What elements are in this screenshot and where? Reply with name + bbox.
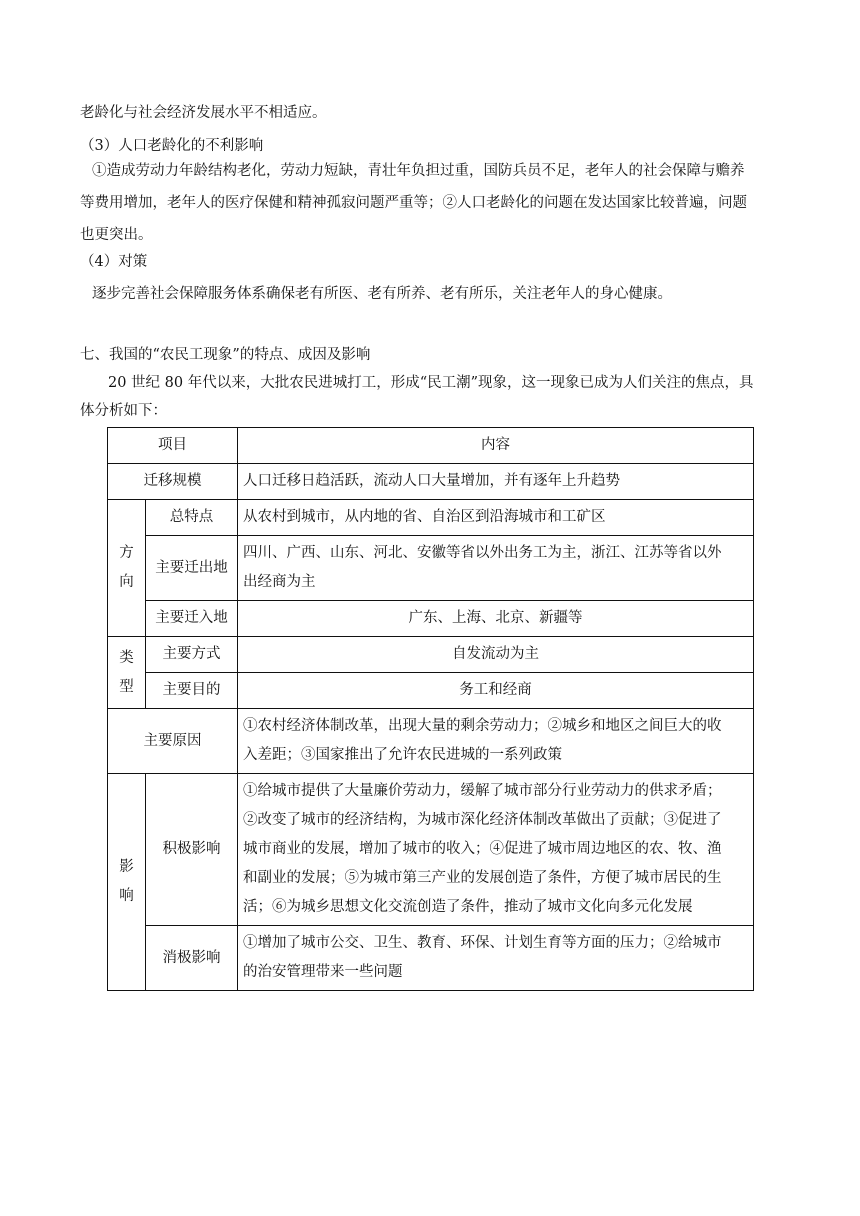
group-label-direction: 方 向 <box>108 500 146 637</box>
paragraph-line: 20 世纪 80 年代以来，大批农民进城打工，形成“民工潮”现象，这一现象已成为人们关注的焦点，具 <box>108 375 754 391</box>
group-label-type: 类 型 <box>108 637 146 709</box>
paragraph-line: 体分析如下： <box>80 403 167 419</box>
row-label: 主要原因 <box>108 709 238 774</box>
table-row <box>108 926 754 991</box>
row-content: 广东、上海、北京、新疆等 <box>238 601 754 637</box>
migration-table <box>107 427 754 991</box>
row-content: 从农村到城市，从内地的省、自治区到沿海城市和工矿区 <box>238 500 754 536</box>
row-label: 总特点 <box>146 500 238 536</box>
row-label: 迁移规模 <box>108 464 238 500</box>
row-content: ①农村经济体制改革，出现大量的剩余劳动力；②城乡和地区之间巨大的收 入差距；③国家推出了允许农民进城的一系列政策 <box>238 709 754 774</box>
row-content: 人口迁移日趋活跃，流动人口大量增加，并有逐年上升趋势 <box>238 464 754 500</box>
row-label: 积极影响 <box>146 774 238 926</box>
row-label: 消极影响 <box>146 926 238 991</box>
header-item-cell: 项目 <box>108 428 238 464</box>
paragraph-line: 也更突出。 <box>80 227 153 243</box>
paragraph-line: 等费用增加，老年人的医疗保健和精神孤寂问题严重等；②人口老龄化的问题在发达国家比较普遍，问题 <box>80 195 747 211</box>
row-content: 自发流动为主 <box>238 637 754 673</box>
table-row <box>108 637 754 673</box>
row-label: 主要目的 <box>146 673 238 709</box>
row-label: 主要方式 <box>146 637 238 673</box>
table-row <box>108 601 754 637</box>
group-label-impact: 影 响 <box>108 774 146 991</box>
table-row <box>108 500 754 536</box>
row-label: 主要迁出地 <box>146 536 238 601</box>
table-row <box>108 536 754 601</box>
paragraph-line: 老龄化与社会经济发展水平不相适应。 <box>80 105 327 121</box>
table-row <box>108 774 754 926</box>
row-content: 四川、广西、山东、河北、安徽等省以外出务工为主，浙江、江苏等省以外 出经商为主 <box>238 536 754 601</box>
row-content: ①增加了城市公交、卫生、教育、环保、计划生育等方面的压力；②给城市 的治安管理带来一些问题 <box>238 926 754 991</box>
header-content-cell: 内容 <box>238 428 754 464</box>
row-content: 务工和经商 <box>238 673 754 709</box>
paragraph-line: 逐步完善社会保障服务体系确保老有所医、老有所养、老有所乐，关注老年人的身心健康。 <box>92 286 672 302</box>
paragraph-line: ①造成劳动力年龄结构老化，劳动力短缺，青壮年负担过重，国防兵员不足，老年人的社会保障与赡养 <box>92 163 745 179</box>
section-heading: 七、我国的“农民工现象”的特点、成因及影响 <box>80 347 371 363</box>
row-label: 主要迁入地 <box>146 601 238 637</box>
table-row <box>108 673 754 709</box>
subsection-title: （4）对策 <box>80 254 148 270</box>
row-content: ①给城市提供了大量廉价劳动力，缓解了城市部分行业劳动力的供求矛盾； ②改变了城市的经济结构，为城市深化经济体制改革做出了贡献；③促进了 城市商业的发展，增加了城市的收入；④促进了城市周边地区的农、牧、渔 和副业的发展；⑤为城市第三产业的发展创造了条件，方便了城市居民的生 活；⑥为城乡思想文化交流创造了条件，推动了城市文化向多元化发展 <box>238 774 754 926</box>
table-header-row <box>108 428 754 464</box>
table-row <box>108 464 754 500</box>
table-row <box>108 709 754 774</box>
subsection-title: （3）人口老龄化的不利影响 <box>80 138 264 154</box>
